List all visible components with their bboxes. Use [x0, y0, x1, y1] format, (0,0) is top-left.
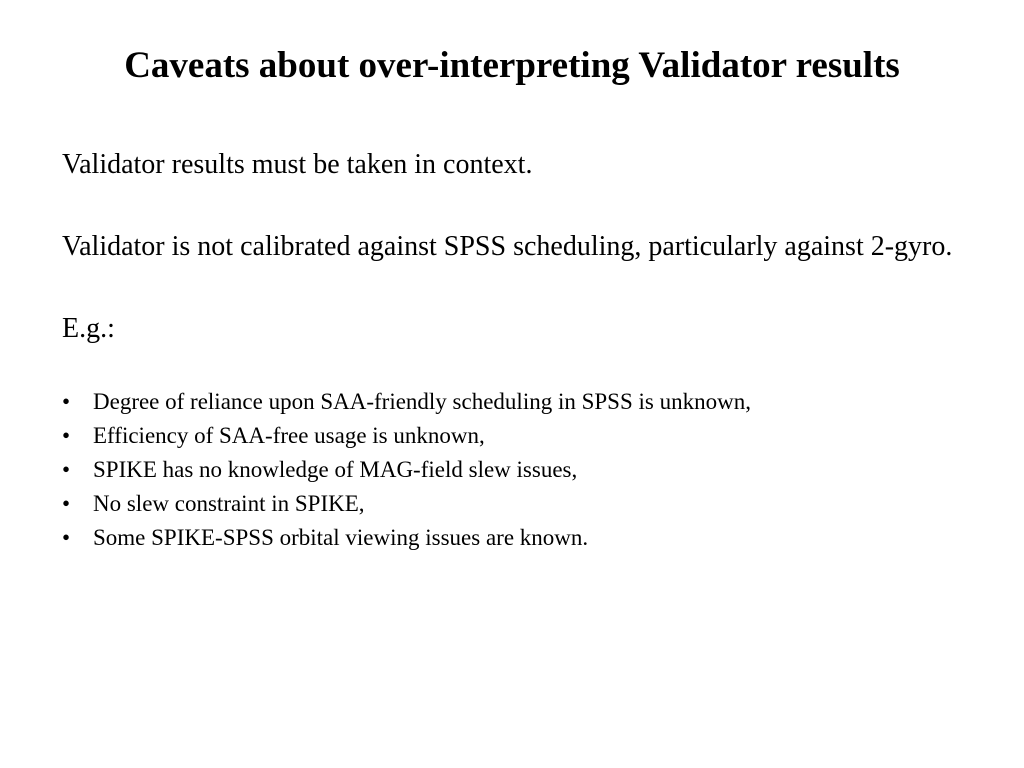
bullet-text: Degree of reliance upon SAA-friendly scheduling in SPSS is unknown, [93, 389, 751, 414]
paragraph-calibration: Validator is not calibrated against SPSS scheduling, particularly against 2-gyro. [62, 231, 953, 262]
slide-body [62, 144, 962, 555]
bullet-icon: • [62, 491, 71, 516]
bullet-text: Efficiency of SAA-free usage is unknown, [93, 423, 485, 448]
bullet-text: SPIKE has no knowledge of MAG-field slew issues, [93, 457, 578, 482]
paragraph-eg: E.g.: [62, 313, 115, 344]
bullet-icon: • [62, 389, 71, 414]
bullet-icon: • [62, 457, 71, 482]
bullet-list [62, 385, 962, 555]
bullet-item [62, 385, 962, 419]
bullet-item [62, 453, 962, 487]
bullet-item [62, 521, 962, 555]
bullet-icon: • [62, 423, 71, 448]
slide-title: Caveats about over-interpreting Validator results [124, 45, 900, 86]
bullet-item [62, 419, 962, 453]
paragraph-context: Validator results must be taken in context. [62, 149, 533, 180]
bullet-item [62, 487, 962, 521]
bullet-text: Some SPIKE-SPSS orbital viewing issues are known. [93, 525, 589, 550]
bullet-text: No slew constraint in SPIKE, [93, 491, 365, 516]
bullet-icon: • [62, 525, 71, 550]
